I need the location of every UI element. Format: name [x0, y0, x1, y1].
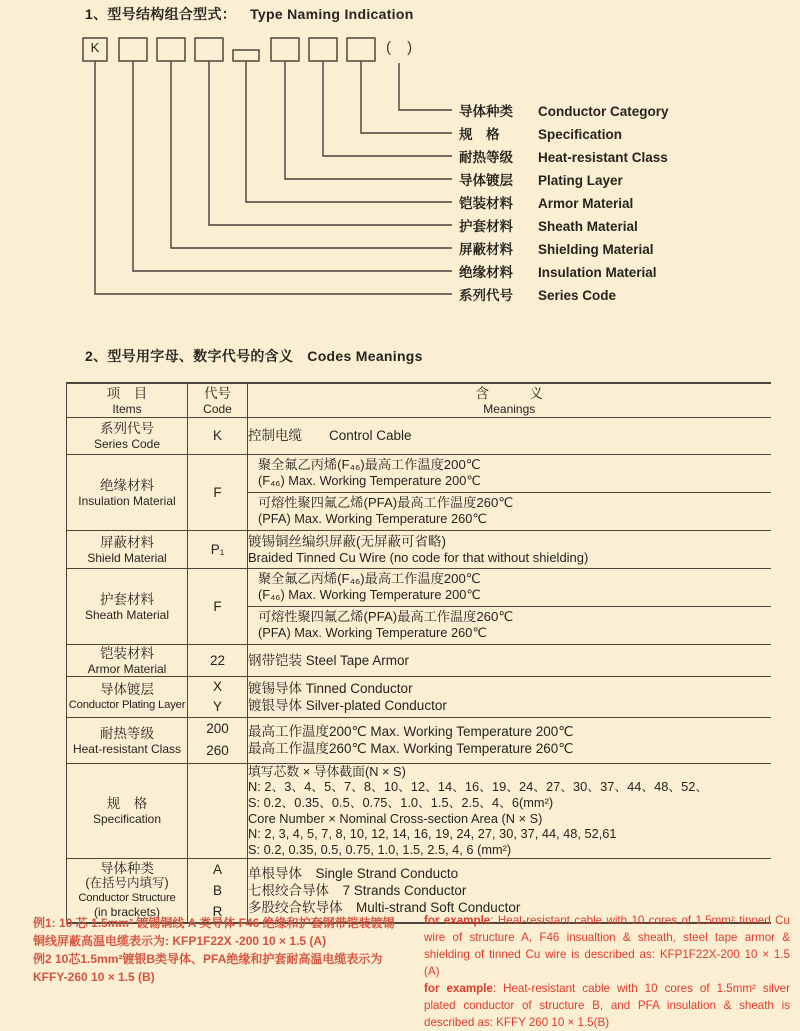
meaning-cell: 填写芯数 × 导体截面(N × S) N: 2、3、4、5、7、8、10、12、14、16、19、24、27、30、37、44、48、52、 S: 0.2、0.35、0.5、0.75、1.0、1.5、2.5、4、6(mm²) Core Number × Nominal Cross-section Area (N × S) N: 2, 3, 4, 5, 7, 8, 10, 12, 14, 16, 19, 24, 27, 30, 37, 44, 48, 52,61 S: 0.2, 0.35, 0.5, 0.75, 1.0, 1.5, 2.5, 4, 6 (mm²) [248, 763, 771, 858]
diagram-label-armor-material: 铠装材料 Armor Material [459, 196, 634, 211]
section1-title-en: Type Naming Indication [250, 6, 414, 22]
table-row-conductor-plating-layer [67, 676, 771, 717]
meaning-cell: 镀锡导体 Tinned Conductor 镀银导体 Silver-plated Conductor [248, 676, 771, 717]
item-cell: 耐热等级 Heat-resistant Class [67, 717, 188, 763]
meaning-sub-pfa: 可熔性聚四氟乙烯(PFA)最高工作温度260℃ (PFA) Max. Working Temperature 260℃ [248, 606, 771, 644]
table-row-sheath-material [67, 568, 771, 644]
series-code-box-label: K [90, 40, 100, 55]
example-zh-1: 例1: 10 芯 1.5mm² 镀锡铜线 A 类导体 F46 绝缘和护套钢带铠装镀锡铜线屏蔽高温电缆表示为: KFP1F22X -200 10 × 1.5 (A) [33, 916, 395, 948]
meaning-cell [248, 454, 771, 530]
diagram-label-series-code: 系列代号 Series Code [459, 288, 617, 303]
example-note-zh [33, 914, 405, 986]
meaning-cell: 钢带铠装 Steel Tape Armor [248, 644, 771, 676]
diagram-box-insulation [119, 38, 147, 61]
meaning-cell [248, 568, 771, 644]
header-items: 项 目 Items [67, 383, 188, 417]
item-cell: 护套材料 Sheath Material [67, 568, 188, 644]
table-row-specification [67, 763, 771, 858]
diagram-box-shielding [157, 38, 185, 61]
diagram-label-specification: 规 格 Specification [459, 127, 623, 142]
diagram-label-sheath-material: 护套材料 Sheath Material [459, 219, 638, 234]
code-cell: F [188, 454, 248, 530]
codes-table [66, 382, 771, 924]
connector-lines [95, 61, 452, 294]
diagram-box-spec [347, 38, 375, 61]
item-cell: 系列代号 Series Code [67, 417, 188, 454]
code-cell [188, 763, 248, 858]
table-row-insulation-material [67, 454, 771, 530]
code-cell: A B R [188, 858, 248, 923]
code-cell: 200 260 [188, 717, 248, 763]
item-cell: 屏蔽材料 Shield Material [67, 530, 188, 568]
diagram-label-shielding-material: 屏蔽材料 Shielding Material [459, 242, 654, 257]
table-header-row [67, 383, 771, 417]
item-cell: 导体镀层 Conductor Plating Layer [67, 676, 188, 717]
diagram-label-plating-layer: 导体镀层 Plating Layer [459, 173, 623, 188]
code-cell: K [188, 417, 248, 454]
diagram-label-conductor-category: 导体种类 Conductor Category [459, 104, 669, 119]
table-row-series-code [67, 417, 771, 454]
item-cell: 导体种类 (在括号内填写) Conductor Structure (in brackets) [67, 858, 188, 923]
diagram-label-heat-resistant-class: 耐热等级 Heat-resistant Class [459, 150, 668, 165]
code-cell: X Y [188, 676, 248, 717]
item-cell: 铠装材料 Armor Material [67, 644, 188, 676]
meaning-cell: 控制电缆 Control Cable [248, 417, 771, 454]
meaning-cell: 单根导体 Single Strand Conducto 七根绞合导体 7 Strands Conductor 多股绞合软导体 Multi-strand Soft Conductor [248, 858, 771, 923]
table-row-shield-material [67, 530, 771, 568]
meaning-sub-f46: 聚全氟乙丙烯(F₄₆)最高工作温度200℃ (F₄₆) Max. Working Temperature 200℃ [258, 570, 481, 602]
item-cell: 规 格 Specification [67, 763, 188, 858]
example-note-en [424, 912, 790, 1031]
section2-title [85, 346, 423, 366]
meaning-sub-f46: 聚全氟乙丙烯(F₄₆)最高工作温度200℃ (F₄₆) Max. Working Temperature 200℃ [258, 456, 481, 488]
bracket-symbol: ( ) [386, 39, 419, 56]
meaning-sub-pfa: 可熔性聚四氟乙烯(PFA)最高工作温度260℃ (PFA) Max. Working Temperature 260℃ [248, 492, 771, 530]
diagram-box-armor [233, 50, 259, 61]
section2-title-en: Codes Meanings [307, 348, 423, 364]
example-zh-2: 例2 10芯1.5mm²镀银B类导体、PFA绝缘和护套耐高温电缆表示为 KFFY-260 10 × 1.5 (B) [33, 952, 383, 984]
diagram-box-sheath [195, 38, 223, 61]
table-row-armor-material [67, 644, 771, 676]
diagram-box-heat [309, 38, 337, 61]
section1-title-zh: 1、型号结构组合型式： [85, 6, 237, 22]
code-cell: 22 [188, 644, 248, 676]
header-meanings: 含 义 Meanings [248, 383, 771, 417]
diagram-box-plating [271, 38, 299, 61]
meaning-cell: 镀锡铜丝编织屏蔽(无屏蔽可省略) Braided Tinned Cu Wire (no code for that without shielding) [248, 530, 771, 568]
meaning-cell: 最高工作温度200℃ Max. Working Temperature 200℃ 最高工作温度260℃ Max. Working Temperature 260℃ [248, 717, 771, 763]
code-cell: P₁ [188, 530, 248, 568]
example-en-1: for example: Heat-resistant cable with 10 cores of 1.5mm² tinned Cu wire of structure A, F46 insualtion & sheath, steel tape armor & shielding of tinned Cu wire is described as: KFP1F22X-200 10 × 1.5 (A) [424, 914, 790, 978]
header-code: 代号 Code [188, 383, 248, 417]
table-row-heat-resistant-class [67, 717, 771, 763]
diagram-label-insulation-material: 绝缘材料 Insulation Material [459, 265, 657, 280]
code-cell: F [188, 568, 248, 644]
section2-title-zh: 2、型号用字母、数字代号的含义 [85, 348, 294, 364]
item-cell: 绝缘材料 Insulation Material [67, 454, 188, 530]
example-en-2: for example: Heat-resistant cable with 10 cores of 1.5mm² silver plated conductor of structure B, and PFA insulation & sheath is described as: KFFY 260 10 × 1.5(B) [424, 982, 790, 1029]
